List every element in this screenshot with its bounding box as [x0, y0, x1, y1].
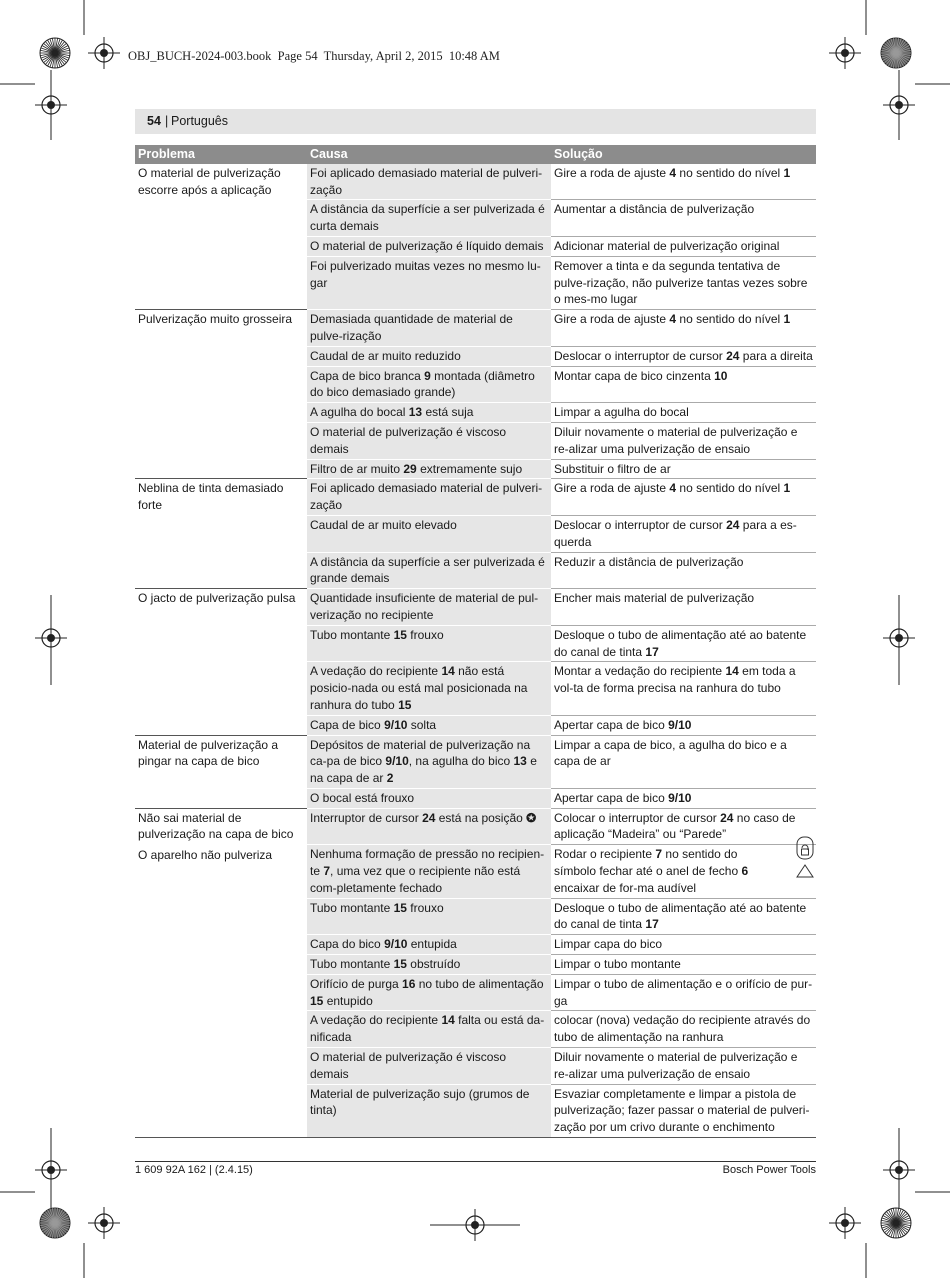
text-segment: Desloque o tubo de alimentação até ao batente do canal de tinta: [554, 900, 807, 932]
text-segment: Deslocar o interruptor de cursor: [554, 517, 727, 532]
reference-number: 15: [310, 993, 324, 1008]
text-segment: Diluir novamente o material de pulverização e re-alizar uma pulverização de ensaio: [554, 424, 798, 456]
reference-number: 15: [398, 697, 412, 712]
table-row: [135, 735, 816, 788]
reference-number: 15: [393, 957, 407, 972]
table-row: [135, 808, 816, 845]
text-segment: Limpar capa do bico: [554, 937, 663, 952]
reference-number: 7: [655, 847, 663, 862]
text-segment: Remover a tinta e da segunda tentativa de pulve-rização, não pulverize tantas vezes sobre o mes-mo lugar: [554, 258, 808, 307]
text-segment: solta: [407, 717, 437, 732]
reference-number: 14: [441, 664, 455, 679]
column-header-cause: Causa: [307, 145, 551, 164]
cause-cell: O material de pulverização é viscoso demais: [307, 1048, 551, 1085]
page-header: [135, 109, 816, 134]
text-segment: Capa de bico branca: [310, 368, 425, 383]
solution-cell: [551, 164, 816, 200]
reference-number: 1: [783, 481, 791, 496]
troubleshooting-table: [135, 145, 816, 1138]
text-segment: Depósitos de material de pulverização na ca-pa de bico: [310, 737, 531, 769]
text-segment: Apertar capa de bico: [554, 717, 669, 732]
text-segment: no sentido do nível: [676, 312, 784, 327]
reference-number: 17: [645, 644, 659, 659]
reference-number: 2: [386, 771, 394, 786]
cause-cell: O material de pulverização é viscoso demais: [307, 422, 551, 459]
text-segment: Gire a roda de ajuste: [554, 312, 670, 327]
slug-line: OBJ_BUCH-2024-003.book Page 54 Thursday, April 2, 2015 10:48 AM: [128, 49, 500, 63]
reference-number: 24: [422, 810, 436, 825]
footer-brand: Bosch Power Tools: [722, 1164, 816, 1176]
table-row: [135, 164, 816, 200]
solution-cell: [551, 346, 816, 366]
solution-cell: [551, 625, 816, 662]
solution-cell: [551, 788, 816, 808]
solution-cell: [551, 515, 816, 552]
text-segment: está na posição: [435, 810, 527, 825]
cause-cell: [307, 662, 551, 715]
text-segment: Tubo montante: [310, 900, 394, 915]
cause-cell: [307, 459, 551, 479]
text-segment: , na agulha do bico: [408, 754, 514, 769]
text-segment: no caso de aplicação “Madeira” ou “Parede”: [554, 810, 796, 842]
cause-cell: Foi aplicado demasiado material de pulveri-zação: [307, 164, 551, 200]
text-segment: não está posicio-nada ou está mal posicionada na ranhura do tubo: [310, 664, 528, 712]
problem-extra-text: O aparelho não pulveriza: [138, 848, 273, 863]
solution-cell: [551, 256, 816, 309]
reference-number: 9/10: [384, 717, 408, 732]
text-segment: Limpar a agulha do bocal: [554, 405, 689, 420]
text-segment: Encher mais material de pulverização: [554, 591, 755, 606]
text-segment: Desloque o tubo de alimentação até ao batente do canal de tinta: [554, 627, 807, 659]
cause-cell: Foi pulverizado muitas vezes no mesmo lu-gar: [307, 256, 551, 309]
text-segment: Esvaziar completamente e limpar a pistola de pulverização; fazer passar o material de pulveri-zação por um crivo durante o enchimento: [554, 1086, 810, 1135]
text-segment: Rodar o recipiente: [554, 847, 656, 862]
text-segment: Tubo montante: [310, 957, 394, 972]
reference-number: 14: [441, 1013, 455, 1028]
cause-cell: O material de pulverização é líquido demais: [307, 236, 551, 256]
reference-number: 7: [323, 864, 331, 879]
reference-number: 4: [669, 481, 677, 496]
text-segment: frouxo: [406, 900, 444, 915]
text-segment: Capa do bico: [310, 937, 385, 952]
text-segment: para a es-querda: [554, 517, 797, 549]
text-segment: encaixar de for-ma audível: [554, 880, 697, 895]
cause-cell: [307, 1011, 551, 1048]
cause-cell: [307, 366, 551, 403]
cause-cell: [307, 845, 551, 898]
problem-cell: [135, 589, 307, 735]
cause-cell: [307, 715, 551, 735]
text-segment: Limpar a capa de bico, a agulha do bico e a capa de ar: [554, 737, 787, 769]
solution-cell: [551, 935, 816, 955]
reference-number: 6: [741, 864, 749, 879]
solution-cell: [551, 662, 816, 715]
reference-number: 13: [513, 754, 527, 769]
lock-symbol-icon: [795, 835, 815, 879]
solution-cell: [551, 366, 816, 403]
problem-text: Não sai material de pulverização na capa de bico: [138, 810, 294, 842]
problem-text: Pulverização muito grosseira: [138, 312, 293, 327]
text-segment: no sentido do nível: [676, 165, 784, 180]
reference-number: 10: [714, 368, 728, 383]
reference-number: 4: [669, 165, 677, 180]
solution-cell: [551, 236, 816, 256]
text-segment: frouxo: [406, 627, 444, 642]
reference-number: 1: [783, 312, 791, 327]
footer-doc-number: 1 609 92A 162 | (2.4.15): [135, 1164, 253, 1176]
solution-cell: [551, 479, 816, 516]
cause-cell: Caudal de ar muito reduzido: [307, 346, 551, 366]
text-segment: Limpar o tubo montante: [554, 957, 681, 972]
cause-cell: [307, 955, 551, 975]
solution-cell: [551, 898, 816, 935]
solution-cell: [551, 955, 816, 975]
column-header-problem: Problema: [135, 145, 307, 164]
reference-number: 24: [726, 348, 740, 363]
text-segment: A agulha do bocal: [310, 405, 409, 420]
problem-cell: [135, 164, 307, 310]
problem-text: O jacto de pulverização pulsa: [138, 591, 296, 606]
reference-number: 15: [393, 627, 407, 642]
text-segment: obstruído: [406, 957, 461, 972]
reference-number: 24: [720, 810, 734, 825]
text-segment: para a direita: [739, 348, 813, 363]
cause-cell: Demasiada quantidade de material de pulve-rização: [307, 310, 551, 347]
reference-number: 9/10: [668, 790, 692, 805]
problem-cell: [135, 310, 307, 479]
problem-text: O material de pulverização escorre após a aplicação: [138, 165, 281, 197]
solution-cell: [551, 1011, 816, 1048]
reference-number: 9: [424, 368, 431, 383]
column-header-solution: Solução: [551, 145, 816, 164]
text-segment: no sentido do nível: [676, 481, 784, 496]
reference-number: ✪: [526, 810, 537, 825]
text-segment: colocar (nova) vedação do recipiente através do tubo de alimentação na ranhura: [554, 1013, 811, 1045]
table-row: [135, 479, 816, 516]
text-segment: Substituir o filtro de ar: [554, 461, 671, 476]
text-segment: no sentido do símbolo fechar até o anel de fecho: [554, 847, 742, 879]
solution-cell: [551, 1084, 816, 1137]
language-label: Português: [171, 114, 228, 128]
text-segment: Nenhuma formação de pressão no recipien-te: [310, 847, 545, 879]
problem-text: Neblina de tinta demasiado forte: [138, 481, 284, 513]
text-segment: entupida: [407, 937, 457, 952]
text-segment: Filtro de ar muito: [310, 461, 404, 476]
cause-cell: Caudal de ar muito elevado: [307, 515, 551, 552]
text-segment: em toda a vol-ta de forma precisa na ranhura do tubo: [554, 664, 796, 696]
solution-cell: [551, 589, 816, 626]
table-header-row: [135, 145, 816, 164]
text-segment: Orifício de purga: [310, 976, 403, 991]
text-segment: no tubo de alimentação: [415, 976, 544, 991]
reference-number: 16: [402, 976, 416, 991]
reference-number: 9/10: [385, 754, 409, 769]
cause-cell: Foi aplicado demasiado material de pulveri-zação: [307, 479, 551, 516]
reference-number: 13: [408, 405, 423, 420]
text-segment: Gire a roda de ajuste: [554, 165, 670, 180]
cause-cell: O bocal está frouxo: [307, 788, 551, 808]
reference-number: 9/10: [384, 937, 408, 952]
reference-number: 17: [645, 917, 659, 932]
cause-cell: [307, 898, 551, 935]
text-segment: , uma vez que o recipiente não está com-pletamente fechado: [310, 864, 521, 895]
text-segment: Deslocar o interruptor de cursor: [554, 348, 727, 363]
problem-cell: [135, 735, 307, 808]
solution-cell: [551, 974, 816, 1011]
problem-text: Material de pulverização a pingar na capa de bico: [138, 737, 279, 769]
text-segment: Montar a vedação do recipiente: [554, 664, 726, 679]
cause-cell: [307, 974, 551, 1011]
cause-cell: [307, 935, 551, 955]
text-segment: Gire a roda de ajuste: [554, 481, 670, 496]
text-segment: falta ou está da-nificada: [310, 1013, 545, 1045]
footer-rule: [135, 1161, 816, 1162]
text-segment: A vedação do recipiente: [310, 1013, 442, 1028]
reference-number: 24: [726, 517, 740, 532]
reference-number: 29: [403, 461, 417, 476]
solution-cell: [551, 403, 816, 423]
solution-cell: [551, 310, 816, 347]
text-segment: e na capa de ar: [310, 754, 537, 786]
text-segment: Interruptor de cursor: [310, 810, 423, 825]
reference-number: 15: [393, 900, 407, 915]
text-segment: Diluir novamente o material de pulverização e re-alizar uma pulverização de ensaio: [554, 1050, 798, 1081]
cause-cell: [307, 625, 551, 662]
table-row: [135, 310, 816, 347]
cause-cell: [307, 808, 551, 845]
text-segment: Montar capa de bico cinzenta: [554, 368, 715, 383]
solution-cell: [551, 735, 816, 788]
text-segment: Limpar o tubo de alimentação e o orifício de pur-ga: [554, 976, 813, 1008]
text-segment: Adicionar material de pulverização original: [554, 238, 780, 253]
text-segment: Reduzir a distância de pulverização: [554, 554, 744, 569]
text-segment: Tubo montante: [310, 627, 394, 642]
solution-cell: [551, 1048, 816, 1085]
text-segment: montada (diâmetro do bico demasiado grande): [310, 368, 535, 400]
text-segment: Colocar o interruptor de cursor: [554, 810, 721, 825]
solution-cell: [551, 715, 816, 735]
cause-cell: Material de pulverização sujo (grumos de tinta): [307, 1084, 551, 1137]
cause-cell: [307, 735, 551, 788]
text-segment: Aumentar a distância de pulverização: [554, 202, 755, 217]
header-separator: |: [165, 114, 169, 128]
solution-cell: [551, 845, 816, 898]
solution-cell: [551, 422, 816, 459]
solution-cell: [551, 808, 816, 845]
solution-cell: [551, 552, 816, 589]
problem-cell: [135, 479, 307, 589]
cause-cell: [307, 403, 551, 423]
reference-number: 4: [669, 312, 677, 327]
cause-cell: Quantidade insuficiente de material de pul-verização no recipiente: [307, 589, 551, 626]
text-segment: Apertar capa de bico: [554, 790, 669, 805]
solution-cell: [551, 459, 816, 479]
solution-cell: [551, 200, 816, 237]
reference-number: 14: [725, 664, 739, 679]
text-segment: A vedação do recipiente: [310, 664, 442, 679]
text-segment: está suja: [422, 405, 474, 420]
cause-cell: A distância da superfície a ser pulverizada é grande demais: [307, 552, 551, 589]
text-segment: entupido: [323, 993, 373, 1008]
reference-number: 1: [783, 165, 791, 180]
problem-cell: [135, 808, 307, 1137]
cause-cell: A distância da superfície a ser pulverizada é curta demais: [307, 200, 551, 237]
reference-number: 9/10: [668, 717, 692, 732]
table-row: [135, 589, 816, 626]
text-segment: Capa de bico: [310, 717, 385, 732]
text-segment: extremamente sujo: [416, 461, 523, 476]
page-number: 54: [147, 114, 161, 128]
